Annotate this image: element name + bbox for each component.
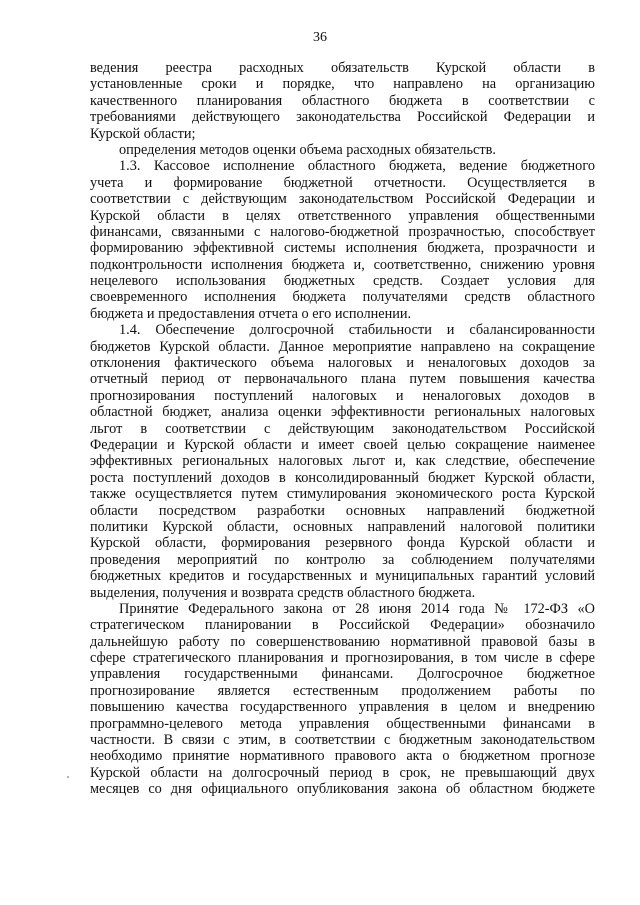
text-line: сфере стратегического планирования и прогнозирования, в том числе в сфере xyxy=(90,650,595,667)
text-line: формированию эффективной системы исполнения бюджета, прозрачности и xyxy=(90,240,595,257)
text-line: программно-целевого метода управления общественными финансами в xyxy=(90,715,595,732)
text-line: повышению качества государственного управления в целом и внедрению xyxy=(90,699,595,716)
text-line: 1.3. Кассовое исполнение областного бюджета, ведение бюджетного xyxy=(119,158,595,175)
scan-speck xyxy=(67,776,69,778)
text-line: бюджетных кредитов и государственных и муниципальных гарантий условий xyxy=(90,568,595,585)
text-line: 1.4. Обеспечение долгосрочной стабильности и сбалансированности xyxy=(119,322,595,339)
text-line: качественного планирования областного бюджета в соответствии с xyxy=(90,92,595,109)
body-text xyxy=(90,60,595,798)
text-line: Федерации и Курской области и имеет своей целью сокращение наименее xyxy=(90,436,595,453)
text-line: выделения, получения и возврата средств областного бюджета. xyxy=(90,584,476,601)
text-line: определения методов оценки объема расходных обязательств. xyxy=(119,141,496,158)
text-line: месяцев со дня официального опубликования закона об областном бюджете xyxy=(90,781,595,798)
text-line: нецелевого использования бюджетных средств. Создает условия для xyxy=(90,273,595,290)
text-line: отклонения фактического объема налоговых и неналоговых доходов за xyxy=(90,355,595,372)
text-line: эффективных региональных налоговых льгот и, как следствие, обеспечение xyxy=(90,453,595,470)
text-line: Курской области в целях ответственного управления общественными xyxy=(90,207,595,224)
text-line: льгот в соответствии с действующим законодательством Российской xyxy=(90,420,595,437)
text-line: частности. В связи с этим, в соответствии с бюджетным законодательством xyxy=(90,732,595,749)
text-line: проведения мероприятий по контролю за соблюдением получателями xyxy=(90,551,595,568)
text-line: отчетный период от первоначального плана путем повышения качества xyxy=(90,371,595,388)
text-line: финансами, связанными с налогово-бюджетной прозрачностью, способствует xyxy=(90,223,595,240)
text-line: ведения реестра расходных обязательств Курской области в xyxy=(90,60,595,76)
text-line: Курской области; xyxy=(90,125,196,142)
text-line: также осуществляется путем стимулирования экономического роста Курской xyxy=(90,486,595,503)
text-line: соответствии с действующим законодательством Российской Федерации и xyxy=(90,191,595,208)
text-line: Курской области, формирования резервного фонда Курской области и xyxy=(90,535,595,552)
text-line: роста поступлений доходов в консолидированный бюджет Курской области, xyxy=(90,469,595,486)
text-line: подконтрольности исполнения бюджета и, соответственно, снижению уровня xyxy=(90,256,595,273)
text-line: прогнозирование является естественным продолжением работы по xyxy=(90,682,595,699)
text-line: области посредством разработки основных направлений бюджетной xyxy=(90,502,595,519)
text-line: требованиями действующего законодательства Российской Федерации и xyxy=(90,109,595,126)
text-line: учета и формирование бюджетной отчетности. Осуществляется в xyxy=(90,174,595,191)
text-line: управления государственными финансами. Долгосрочное бюджетное xyxy=(90,666,595,683)
text-line: установленные сроки и порядке, что направлено на организацию xyxy=(90,76,595,93)
text-line: Курской области на долгосрочный период в срок, не превышающий двух xyxy=(90,764,595,781)
text-line: стратегическом планировании в Российской Федерации» обозначило xyxy=(90,617,595,634)
text-line: своевременного исполнения бюджета получателями средств областного xyxy=(90,289,595,306)
text-line: дальнейшую работу по совершенствованию нормативной правовой базы в xyxy=(90,633,595,650)
text-line: бюджетов Курской области. Данное мероприятие направлено на сокращение xyxy=(90,338,595,355)
text-line: необходимо принятие нормативного правового акта о бюджетном прогнозе xyxy=(90,748,595,765)
text-line: политики Курской области, основных направлений налоговой политики xyxy=(90,518,595,535)
text-line: Принятие Федерального закона от 28 июня 2014 года № 172-ФЗ «О xyxy=(119,600,595,617)
text-line: бюджета и предоставления отчета о его исполнении. xyxy=(90,305,412,322)
text-line: прогнозирования поступлений налоговых и неналоговых доходов в xyxy=(90,387,595,404)
page-number: 36 xyxy=(313,30,327,45)
text-line: областной бюджет, анализа оценки эффективности региональных налоговых xyxy=(90,404,595,421)
